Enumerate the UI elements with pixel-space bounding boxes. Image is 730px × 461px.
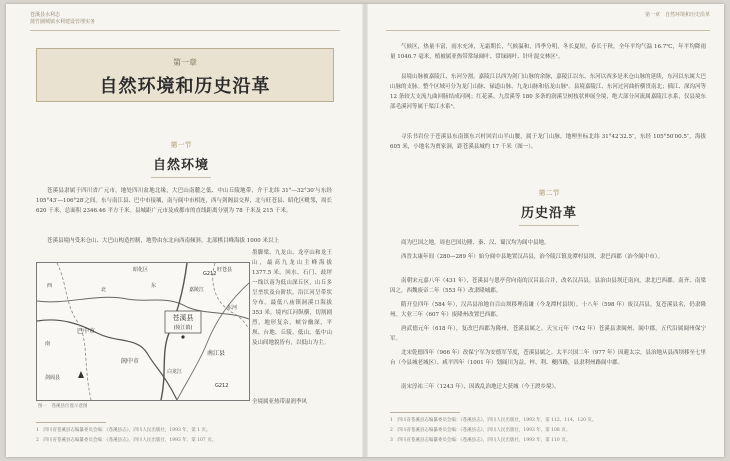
river-donghe	[177, 283, 249, 400]
map-label-east: 巴中市	[77, 328, 96, 335]
history-paragraph-3: 南朝宋元嘉八年（431 年），苍溪县与恩亭营向南的汉昌县合并，改名汉昌县，县治由县坝迁南向，隶北巴西郡。南齐、南梁因之，西魏废帝二年（553 年）改隶隆城郡。	[390, 278, 706, 294]
section-rule	[151, 177, 211, 178]
map-mountain-icon	[78, 371, 84, 378]
map-label-east-dir: 东	[151, 283, 157, 289]
history-paragraph-1: 商为巴国之地，周也巴国边陲、秦、汉、蜀汉均为阆中县地。	[401, 240, 550, 246]
map-boundary-2	[37, 320, 177, 400]
map-label-road1: G212	[203, 271, 217, 277]
paragraph-4: 全境属亚热带湿润季风	[252, 399, 308, 405]
figure-caption: 图一 苍溪县位置示意图	[38, 404, 88, 409]
right-page	[366, 4, 724, 457]
history-paragraph-4: 隋开皇四年（584 年），汉昌县治地自百山坝移理南谦（今龙潭村县坝）。十八年（598 年）废汉昌县，复苍溪县名，仍隶隆州。大业三年（607 年）废隆州改置巴西郡。	[390, 302, 706, 318]
history-paragraph-7: 南宋淳祐三年（1243 年），因战乱治地迁大获城（今王渡乡境）。	[401, 384, 560, 390]
map-boundary-1	[37, 297, 249, 319]
map-label-road2: G212	[215, 383, 229, 389]
map-label-river2: 东河	[227, 305, 238, 311]
left-running-head	[30, 12, 95, 26]
footnote-rule-right	[390, 412, 460, 413]
footnote-right-3: 3 四川省苍溪县志编纂委员会编：《苍溪县志》，四川人民出版社，1993 年，第 110 页。	[390, 438, 571, 443]
map-label-south: 阆中市	[121, 358, 140, 365]
map-label-town: 昭化区	[133, 267, 149, 273]
running-head-line-1: 苍溪县水利志	[30, 12, 61, 18]
chapter-title: 自然环境和历史沿革	[99, 76, 271, 97]
chapter-heading	[36, 48, 334, 102]
section-2-rule	[519, 225, 579, 226]
map-svg	[37, 263, 249, 400]
book-spread	[6, 4, 724, 457]
map-label-river3: 白龙江	[167, 369, 183, 375]
footnote-left-1: 1 四川省苍溪县志编纂委员会编：《苍溪县志》，四川人民出版社，1993 年，第 1 页。	[36, 428, 211, 433]
map-label-w: 剑阁县	[45, 375, 61, 381]
section-number: 第一节	[170, 141, 192, 149]
history-paragraph-6: 北宋乾德四年（966 年）改保宁军为安德军节度，苍溪县属之。太平兴国二年（977 年）因避太宗，县治地从县西坝移至七里台（今县城老城区）。咸平四年（1001 年）划阆川为益、梓、利、夔四路，县隶利州路阆中郡。	[390, 350, 706, 366]
footnote-right-2: 2 四川省苍溪县志编纂委员会编：《苍溪县志》，四川人民出版社，1993 年，第 108 页。	[390, 428, 571, 433]
map-label-seat: (陵江镇)	[173, 325, 193, 331]
footnote-right-1: 1 四川省苍溪县志编纂委员会编：《苍溪县志》，四川人民出版社，1993 年，第 112、114、120 页。	[390, 418, 597, 423]
map-label-river: 嘉陵江	[189, 287, 205, 293]
map-label-county: 苍溪县	[172, 314, 194, 322]
section-title: 自然环境	[152, 158, 209, 173]
map-label-ne: 南江县	[207, 350, 226, 357]
location-map	[36, 262, 250, 401]
right-head-rule	[386, 30, 710, 31]
paragraph-3: 墨脚梁、九龙山、龙亭山和龙王山，最高九龙山主峰海拔 1377.5 米。回水、石门、歧坪一线以南为低山深丘区，山丘多呈垄状及台阶状，沿江河呈带状分布。最低八庙镇洞溪口海拔 353 米。境内江河纵横，切割剧烈，地形复杂，峡谷幽深，平坝、台地、丘陵、低山、低中山及山间地貌皆有，以低山为主。	[252, 250, 332, 346]
paragraph-2: 苍溪县境内受米仓山、大巴山构造控制，地势由东北向西南倾斜。北部棋目峰海拔 1000 米以上	[47, 238, 279, 244]
map-label-south-dir: 南	[45, 341, 51, 347]
section-2-number: 第二节	[538, 189, 560, 197]
paragraph-1: 苍溪县隶属于四川省广元市，地处四川盆地北缘，大巴山南麓之低、中山丘陵地带，介于北纬 31°—32°30′与东经 105°43′—106°28′之间。东与南江县、巴中市接壤，南与阆中市相连，西与剑阁县交界，北与旺苍县、昭化区毗邻，周长 620 千米，总面积 2346.46 平方千米。县城距广元市及成都市的直线距离分别为 78 千米及 215 千米。	[36, 188, 332, 214]
section-2-title: 历史沿革	[520, 206, 577, 221]
right-paragraph-1: 气候区，热量丰富，雨水充沛，无霜期长，气候温和，四季分明，冬长夏短，春长于秋。全年平均气温 16.7℃，年平均降雨量 1046.7 毫米，植被属亚热带常绿阔叶、常绿阔叶、针叶混交林区¹。	[390, 44, 706, 60]
history-paragraph-5: 唐武德元年（618 年），复改巴西郡为隆州，苍溪县属之。天宝元年（742 年）苍溪县隶阆州、阆中郡。五代沿属阆州保宁军。	[390, 326, 706, 342]
chapter-number: 第一章	[173, 58, 197, 67]
history-paragraph-2: 西晋太康年间（280—289 年）始分阆中县地置汉昌县，治今陵江镇龙潭村县坝，隶巴西郡（治今阆中市）。	[401, 254, 663, 260]
footnote-rule-left	[36, 422, 106, 423]
map-label-west: 西	[47, 283, 53, 289]
right-paragraph-3: 寻乐书岩位于苍溪县东南镇东兴村回岩山半山腰，属于龙门山脉，地理坐标北纬 31°42′32.5″，东经 105°50′00.5″，海拔 605 米，小地名为贾家洞，距苍溪县城约 17 千米（图一）。	[390, 134, 706, 150]
section-heading-1	[106, 140, 256, 178]
section-heading-2	[474, 188, 624, 226]
map-label-county2: 旺苍县	[217, 267, 233, 273]
running-head-line-2: 蒲竹圃城镇水利建设管理实务	[30, 19, 96, 25]
left-head-rule	[30, 30, 340, 31]
left-page	[6, 4, 364, 457]
right-paragraph-2: 县境山脉被嘉陵江、东河分割。嘉陵江以西为剑门山脉的余脉，嘉陵江以东、东河以西多是米仓山脉的延续，东河以东属大巴山脉的支脉。整个区域可分为龙门山脉、禄道山脉、九龙山脉和伍龙山脉²。县境嘉陵江、东河过河曲折横贯南北；插江、深沟河等 12 条较大支流九曲回肠结成河网；红花溪、九盘溪等 180 多条的润溪呈树枝状伸展全境，绝大部分河流属嘉陵江水系，仅县境东部毛溪河等属于渠江水系³。	[390, 74, 706, 110]
map-label-north: 北	[101, 287, 107, 293]
footnote-left-2: 2 四川省苍溪县志编纂委员会编：《苍溪县志》，四川人民出版社，1993 年，第 107 页。	[36, 438, 217, 443]
map-seat-dot-icon	[181, 335, 184, 338]
right-running-head: 第一章 自然环境和历史沿革	[644, 12, 710, 18]
